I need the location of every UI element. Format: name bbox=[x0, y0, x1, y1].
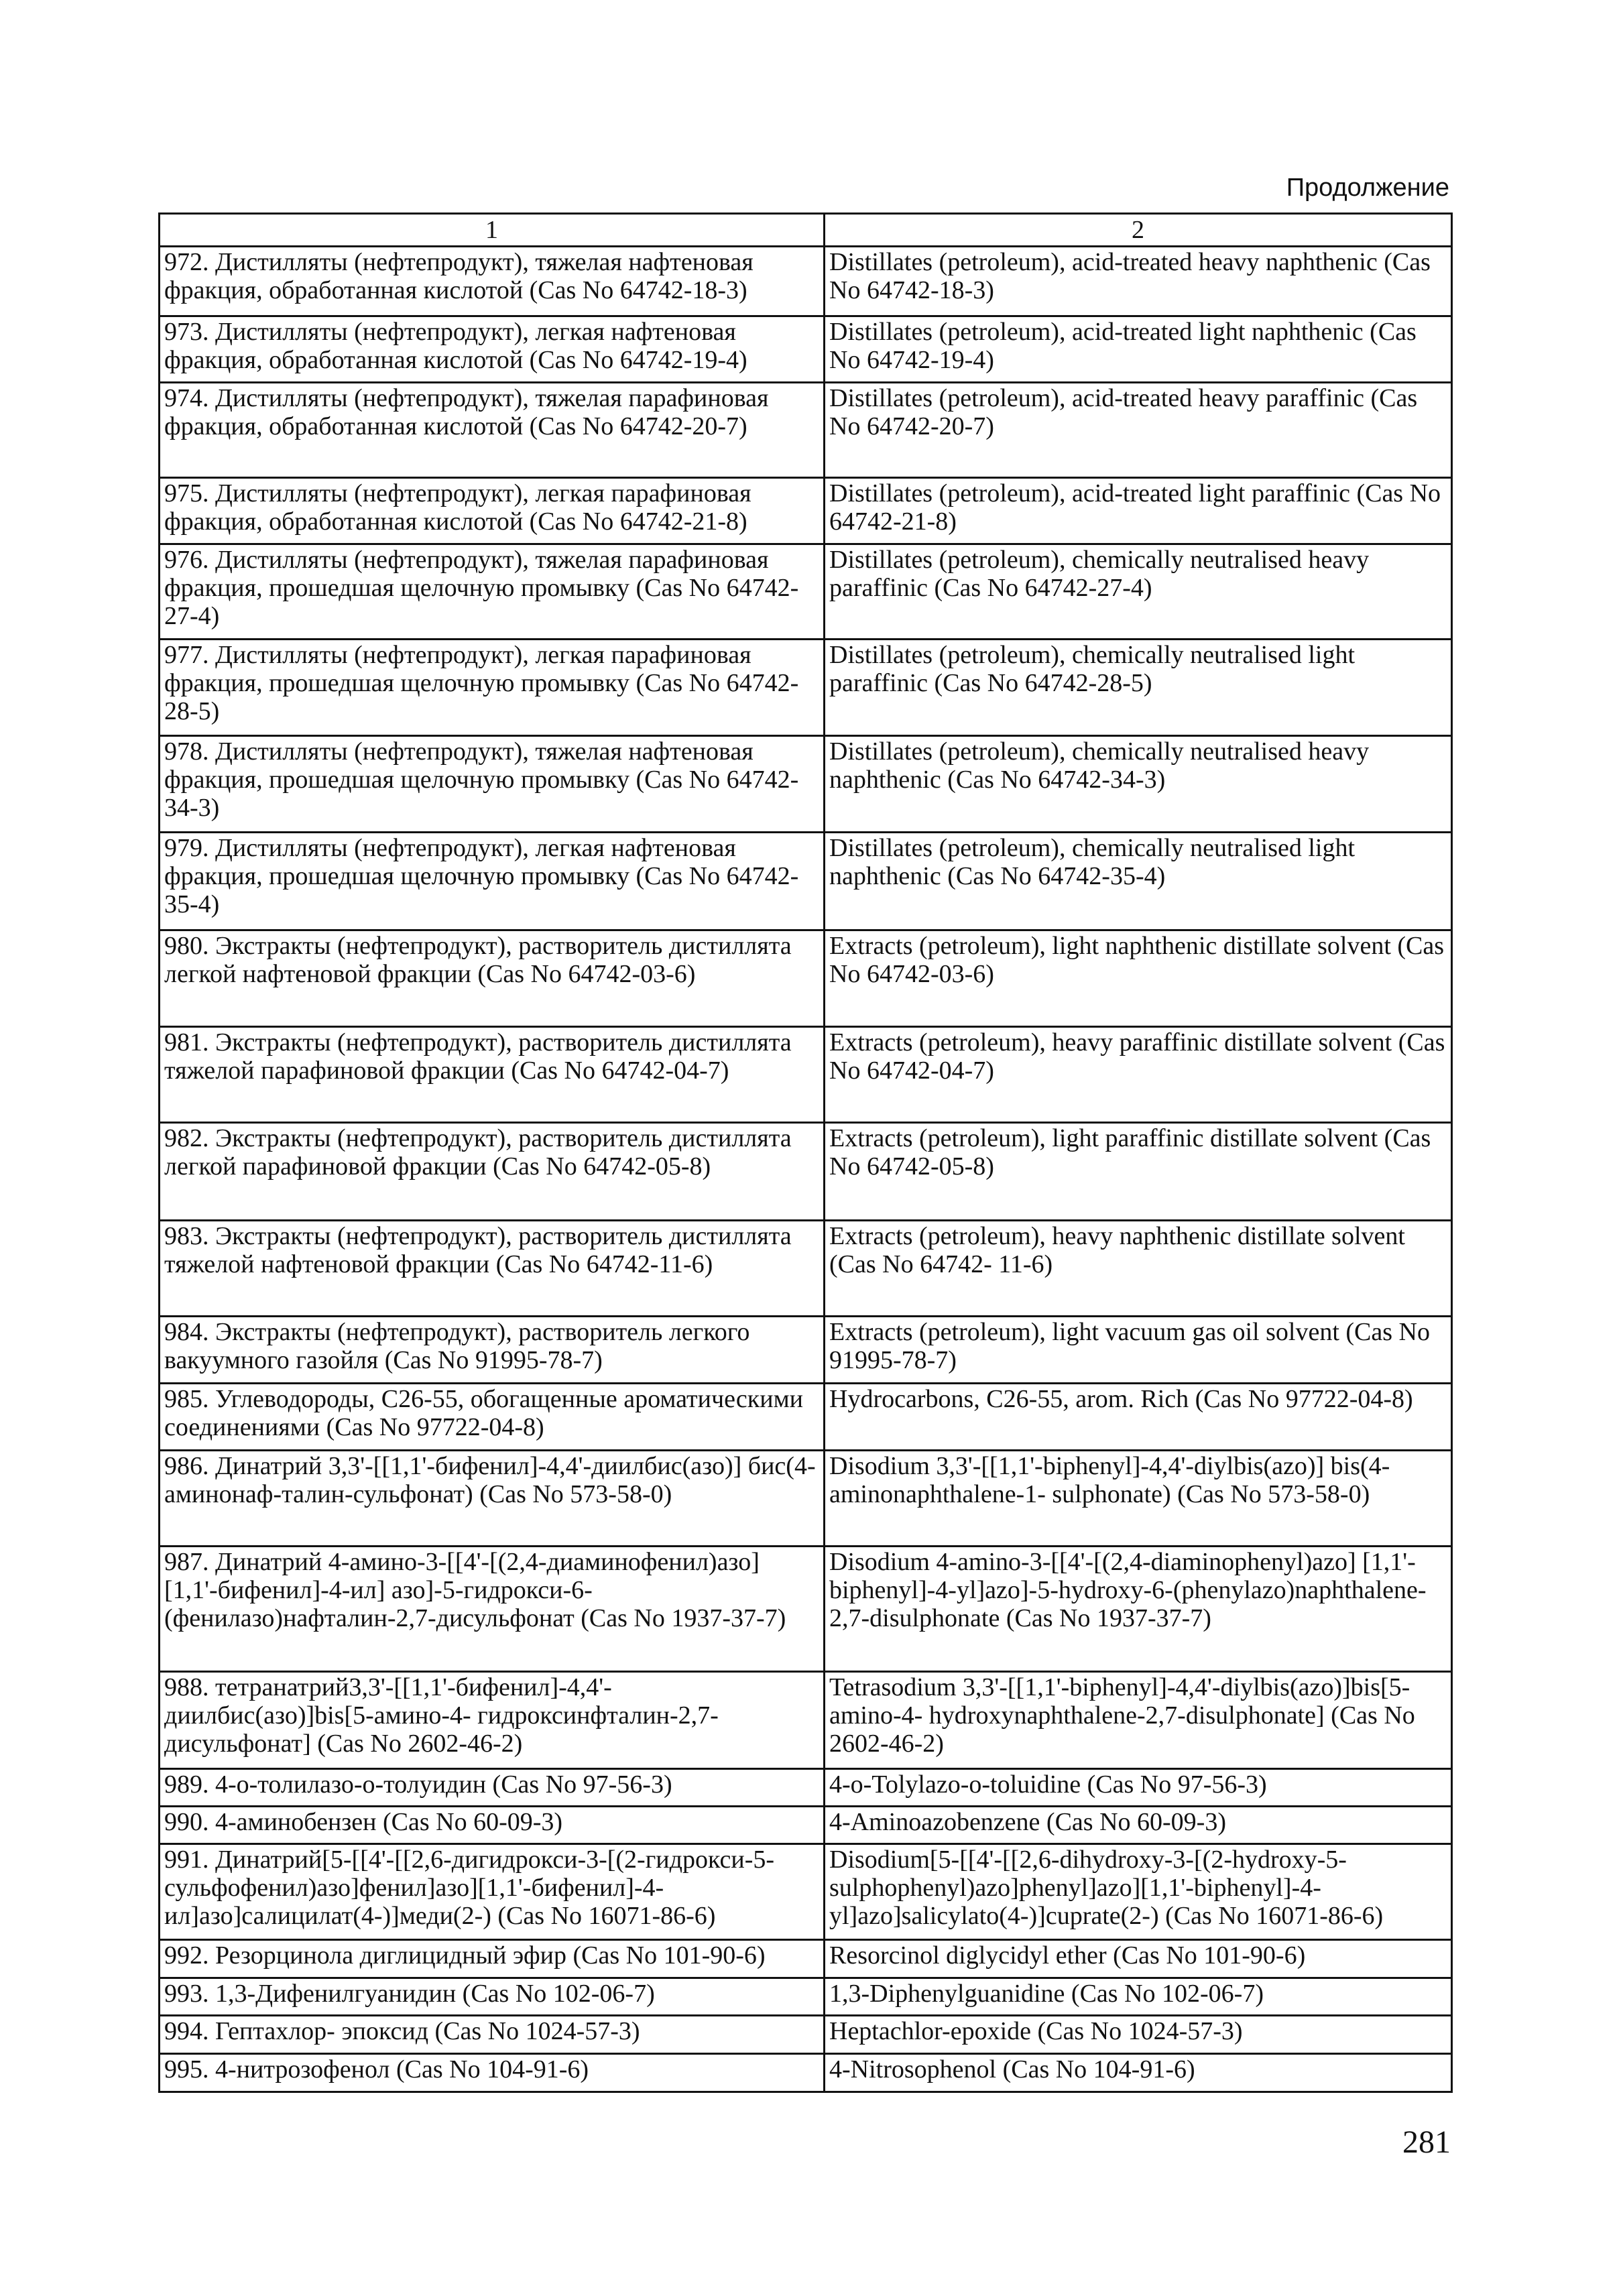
cell-russian: 991. Динатрий[5-[[4'-[[2,6-дигидрокси-3-[(2-гидрокси-5-сульфофенил)азо]фенил]азо][1,1'-бифенил]-4-ил]азо]салицилат(4-)]меди(2-) (Cas No 16071-86-6) bbox=[160, 1844, 825, 1940]
cell-russian: 972. Дистилляты (нефтепродукт), тяжелая нафтеновая фракция, обработанная кислотой (Cas No 64742-18-3) bbox=[160, 247, 825, 316]
cell-english: Distillates (petroleum), acid-treated heavy naphthenic (Cas No 64742-18-3) bbox=[825, 247, 1452, 316]
cell-russian: 978. Дистилляты (нефтепродукт), тяжелая нафтеновая фракция, прошедшая щелочную промывку (Cas No 64742-34-3) bbox=[160, 736, 825, 833]
cell-english: Distillates (petroleum), acid-treated light paraffinic (Cas No 64742-21-8) bbox=[825, 478, 1452, 544]
cell-russian: 976. Дистилляты (нефтепродукт), тяжелая парафиновая фракция, прошедшая щелочную промывку (Cas No 64742-27-4) bbox=[160, 544, 825, 640]
cell-russian: 992. Резорцинола диглицидный эфир (Cas No 101-90-6) bbox=[160, 1940, 825, 1978]
table-row bbox=[160, 1123, 1452, 1221]
cell-english: Extracts (petroleum), heavy naphthenic distillate solvent (Cas No 64742- 11-6) bbox=[825, 1221, 1452, 1317]
column-header-2: 2 bbox=[825, 214, 1452, 247]
table-row bbox=[160, 1844, 1452, 1940]
cell-english: Distillates (petroleum), chemically neutralised light paraffinic (Cas No 64742-28-5) bbox=[825, 640, 1452, 736]
cell-english: Distillates (petroleum), acid-treated heavy paraffinic (Cas No 64742-20-7) bbox=[825, 383, 1452, 478]
cell-russian: 993. 1,3-Дифенилгуанидин (Cas No 102-06-7) bbox=[160, 1978, 825, 2016]
cell-english: Extracts (petroleum), light vacuum gas oil solvent (Cas No 91995-78-7) bbox=[825, 1317, 1452, 1384]
cell-english: Extracts (petroleum), light paraffinic distillate solvent (Cas No 64742-05-8) bbox=[825, 1123, 1452, 1221]
table-row bbox=[160, 1769, 1452, 1807]
table-row bbox=[160, 1451, 1452, 1547]
table-row bbox=[160, 383, 1452, 478]
cell-english: 4-Nitrosophenol (Cas No 104-91-6) bbox=[825, 2054, 1452, 2092]
table-row bbox=[160, 478, 1452, 544]
cell-english: Distillates (petroleum), chemically neutralised heavy naphthenic (Cas No 64742-34-3) bbox=[825, 736, 1452, 833]
cell-russian: 975. Дистилляты (нефтепродукт), легкая парафиновая фракция, обработанная кислотой (Cas No 64742-21-8) bbox=[160, 478, 825, 544]
cell-russian: 973. Дистилляты (нефтепродукт), легкая нафтеновая фракция, обработанная кислотой (Cas No 64742-19-4) bbox=[160, 316, 825, 383]
cell-russian: 981. Экстракты (нефтепродукт), растворитель дистиллята тяжелой парафиновой фракции (Cas No 64742-04-7) bbox=[160, 1027, 825, 1123]
cell-russian: 990. 4-аминобензен (Cas No 60-09-3) bbox=[160, 1807, 825, 1844]
table-header-row bbox=[160, 214, 1452, 247]
cell-russian: 974. Дистилляты (нефтепродукт), тяжелая парафиновая фракция, обработанная кислотой (Cas No 64742-20-7) bbox=[160, 383, 825, 478]
table-row bbox=[160, 736, 1452, 833]
cell-russian: 995. 4-нитрозофенол (Cas No 104-91-6) bbox=[160, 2054, 825, 2092]
table-row bbox=[160, 1807, 1452, 1844]
table-row bbox=[160, 1978, 1452, 2016]
cell-english: Disodium 4-amino-3-[[4'-[(2,4-diaminophenyl)azo] [1,1'-biphenyl]-4-yl]azo]-5-hydroxy-6-(phenylazo)naphthalene-2,7-disulphonate (Cas No 1937-37-7) bbox=[825, 1547, 1452, 1672]
cell-russian: 985. Углеводороды, C26-55, обогащенные ароматическими соединениями (Cas No 97722-04-8) bbox=[160, 1384, 825, 1451]
cell-russian: 984. Экстракты (нефтепродукт), растворитель легкого вакуумного газойля (Cas No 91995-78-7) bbox=[160, 1317, 825, 1384]
continuation-label: Продолжение bbox=[1286, 174, 1449, 202]
cell-russian: 983. Экстракты (нефтепродукт), растворитель дистиллята тяжелой нафтеновой фракции (Cas No 64742-11-6) bbox=[160, 1221, 825, 1317]
cell-english: 1,3-Diphenylguanidine (Cas No 102-06-7) bbox=[825, 1978, 1452, 2016]
page-number: 281 bbox=[1402, 2124, 1451, 2160]
cell-english: Distillates (petroleum), chemically neutralised light naphthenic (Cas No 64742-35-4) bbox=[825, 833, 1452, 930]
table-row bbox=[160, 1940, 1452, 1978]
cell-english: Distillates (petroleum), acid-treated light naphthenic (Cas No 64742-19-4) bbox=[825, 316, 1452, 383]
cell-english: Hydrocarbons, C26-55, arom. Rich (Cas No 97722-04-8) bbox=[825, 1384, 1452, 1451]
cell-english: Extracts (petroleum), heavy paraffinic distillate solvent (Cas No 64742-04-7) bbox=[825, 1027, 1452, 1123]
table-row bbox=[160, 247, 1452, 316]
cell-english: Heptachlor-epoxide (Cas No 1024-57-3) bbox=[825, 2016, 1452, 2054]
table-row bbox=[160, 833, 1452, 930]
cell-russian: 994. Гептахлор- эпоксид (Cas No 1024-57-3) bbox=[160, 2016, 825, 2054]
cell-russian: 977. Дистилляты (нефтепродукт), легкая парафиновая фракция, прошедшая щелочную промывку (Cas No 64742-28-5) bbox=[160, 640, 825, 736]
cell-russian: 989. 4-о-толилазо-о-толуидин (Cas No 97-56-3) bbox=[160, 1769, 825, 1807]
table-row bbox=[160, 1672, 1452, 1769]
column-header-1: 1 bbox=[160, 214, 825, 247]
cell-english: 4-o-Tolylazo-o-toluidine (Cas No 97-56-3) bbox=[825, 1769, 1452, 1807]
table-row bbox=[160, 1384, 1452, 1451]
cell-english: Extracts (petroleum), light naphthenic distillate solvent (Cas No 64742-03-6) bbox=[825, 930, 1452, 1027]
table-row bbox=[160, 1027, 1452, 1123]
table-row bbox=[160, 1221, 1452, 1317]
table-row bbox=[160, 1317, 1452, 1384]
cell-english: 4-Aminoazobenzene (Cas No 60-09-3) bbox=[825, 1807, 1452, 1844]
cell-english: Disodium[5-[[4'-[[2,6-dihydroxy-3-[(2-hydroxy-5-sulphophenyl)azo]phenyl]azo][1,1'-biphenyl]-4-yl]azo]salicylato(4-)]cuprate(2-) (Cas No 16071-86-6) bbox=[825, 1844, 1452, 1940]
cell-russian: 987. Динатрий 4-амино-3-[[4'-[(2,4-диаминофенил)азо] [1,1'-бифенил]-4-ил] азо]-5-гидрокси-6-(фенилазо)нафталин-2,7-дисульфонат (Cas No 1937-37-7) bbox=[160, 1547, 825, 1672]
table-row bbox=[160, 544, 1452, 640]
cell-russian: 988. тетранатрий3,3'-[[1,1'-бифенил]-4,4'-диилбис(азо)]bis[5-амино-4- гидроксинфталин-2,7-дисульфонат] (Cas No 2602-46-2) bbox=[160, 1672, 825, 1769]
table-row bbox=[160, 2016, 1452, 2054]
table-row bbox=[160, 1547, 1452, 1672]
cell-english: Distillates (petroleum), chemically neutralised heavy paraffinic (Cas No 64742-27-4) bbox=[825, 544, 1452, 640]
cell-russian: 980. Экстракты (нефтепродукт), растворитель дистиллята легкой нафтеновой фракции (Cas No 64742-03-6) bbox=[160, 930, 825, 1027]
substance-table bbox=[158, 213, 1453, 2093]
cell-english: Resorcinol diglycidyl ether (Cas No 101-90-6) bbox=[825, 1940, 1452, 1978]
cell-russian: 979. Дистилляты (нефтепродукт), легкая нафтеновая фракция, прошедшая щелочную промывку (Cas No 64742-35-4) bbox=[160, 833, 825, 930]
cell-russian: 986. Динатрий 3,3'-[[1,1'-бифенил]-4,4'-диилбис(азо)] бис(4-аминонаф-талин-сульфонат) (Cas No 573-58-0) bbox=[160, 1451, 825, 1547]
table-row bbox=[160, 930, 1452, 1027]
cell-english: Disodium 3,3'-[[1,1'-biphenyl]-4,4'-diylbis(azo)] bis(4-aminonaphthalene-1- sulphonate) (Cas No 573-58-0) bbox=[825, 1451, 1452, 1547]
table-row bbox=[160, 640, 1452, 736]
table-row bbox=[160, 2054, 1452, 2092]
cell-russian: 982. Экстракты (нефтепродукт), растворитель дистиллята легкой парафиновой фракции (Cas No 64742-05-8) bbox=[160, 1123, 825, 1221]
cell-english: Tetrasodium 3,3'-[[1,1'-biphenyl]-4,4'-diylbis(azo)]bis[5-amino-4- hydroxynaphthalene-2,7-disulphonate] (Cas No 2602-46-2) bbox=[825, 1672, 1452, 1769]
table-row bbox=[160, 316, 1452, 383]
